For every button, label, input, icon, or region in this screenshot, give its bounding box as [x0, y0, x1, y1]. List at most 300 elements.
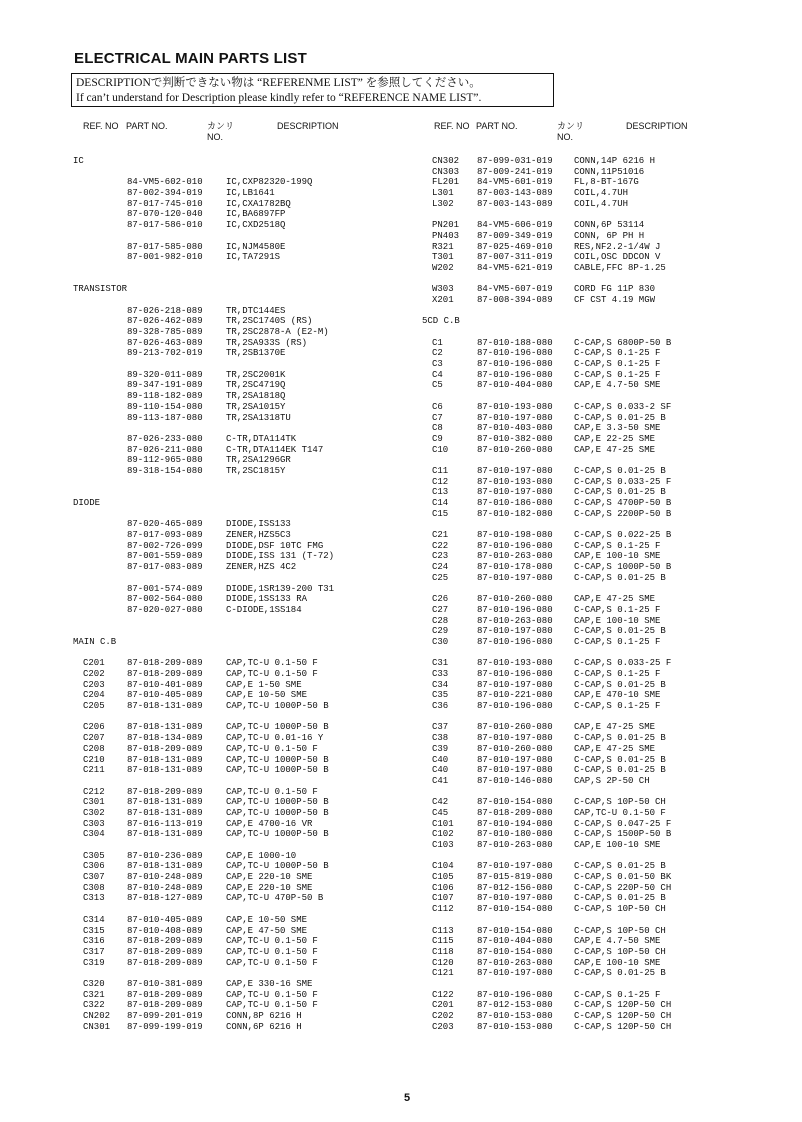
description-cell: C-CAP,S 0.01-25 B — [574, 754, 666, 765]
description-cell: CAP,E 1-50 SME — [226, 679, 302, 690]
description-cell: CONN, 6P PH H — [574, 230, 645, 241]
description-cell: CONN,8P 6216 H — [226, 1011, 302, 1021]
part-number-cell: 87-010-193-080 — [477, 476, 553, 487]
page-title: ELECTRICAL MAIN PARTS LIST — [74, 50, 307, 67]
description-cell: CAP,TC-U 1000P-50 B — [226, 722, 329, 733]
part-number-cell: 87-010-196-080 — [477, 359, 553, 370]
ref-cell: R321 — [432, 241, 454, 252]
part-number-cell: 87-018-209-089 — [127, 936, 203, 947]
part-number-cell: 87-010-154-080 — [477, 946, 553, 957]
description-cell: C-CAP,S 4700P-50 B — [574, 498, 672, 508]
part-number-cell: 89-112-965-080 — [127, 455, 203, 466]
ref-cell: C31 — [432, 658, 449, 669]
description-cell: RES,NF2.2-1/4W J — [574, 241, 661, 252]
ref-cell: C118 — [432, 946, 454, 957]
part-number-cell: 87-003-143-089 — [477, 198, 553, 209]
description-cell: IC,LB1641 — [226, 188, 275, 199]
part-number-cell: 87-010-197-080 — [477, 893, 553, 904]
part-number-cell: 89-320-011-089 — [127, 369, 203, 380]
part-number-cell: 87-010-221-080 — [477, 690, 553, 701]
description-cell: DIODE,1SR139-200 T31 — [226, 583, 335, 594]
section-heading: IC — [73, 156, 84, 166]
page-number: 5 — [404, 1092, 411, 1104]
description-cell: TR,2SC1815Y — [226, 465, 286, 476]
description-cell: CAP,TC-U 1000P-50 B — [226, 861, 329, 872]
ref-cell: C315 — [83, 925, 105, 936]
description-cell: C-CAP,S 0.01-25 B — [574, 412, 666, 423]
part-number-cell: 87-002-394-019 — [127, 188, 203, 199]
ref-cell: C316 — [83, 936, 105, 947]
part-number-cell: 87-018-131-089 — [127, 754, 203, 765]
description-cell: C-CAP,S 120P-50 CH — [574, 1000, 672, 1011]
description-cell: CAP,E 3.3-50 SME — [574, 423, 661, 434]
ref-cell: C38 — [432, 733, 449, 744]
ref-cell: CN202 — [83, 1011, 111, 1021]
part-number-cell: 87-018-209-089 — [127, 957, 203, 968]
part-number-cell: 87-010-196-080 — [477, 701, 553, 712]
ref-cell: C210 — [83, 754, 105, 765]
part-number-cell: 84-VM5-602-010 — [127, 177, 203, 188]
description-cell: CAP,E 1000-10 — [226, 850, 297, 861]
part-number-cell: 89-347-191-089 — [127, 380, 203, 391]
description-cell: FL,8-BT-167G — [574, 177, 639, 188]
description-cell: C-CAP,S 0.01-25 B — [574, 679, 666, 690]
ref-cell: C27 — [432, 604, 449, 615]
description-cell: C-CAP,S 0.01-25 B — [574, 733, 666, 744]
ref-cell: C8 — [432, 423, 443, 434]
description-cell: C-CAP,S 0.01-25 B — [574, 572, 666, 583]
ref-cell: C28 — [432, 615, 449, 626]
part-number-cell: 87-001-982-010 — [127, 252, 203, 263]
description-cell: CAP,TC-U 0.1-50 F — [226, 743, 318, 754]
description-cell: C-CAP,S 10P-50 CH — [574, 946, 666, 957]
ref-cell: C313 — [83, 893, 105, 904]
ref-cell: C115 — [432, 936, 454, 947]
part-number-cell: 87-020-027-080 — [127, 604, 203, 615]
part-number-cell: 87-010-381-089 — [127, 978, 203, 989]
description-cell: C-CAP,S 0.1-25 F — [574, 604, 661, 615]
note-line-english: If can’t understand for Description please kindly refer to “REFERENCE NAME LIST”. — [76, 91, 482, 104]
ref-cell: C112 — [432, 904, 454, 915]
description-cell: C-CAP,S 0.1-25 F — [574, 348, 661, 359]
ref-cell: C321 — [83, 989, 105, 1000]
ref-cell: C29 — [432, 626, 449, 637]
part-number-cell: 87-010-198-080 — [477, 530, 553, 541]
header-ref-no: REF. NO — [434, 121, 470, 131]
ref-cell: PN201 — [432, 220, 460, 231]
part-number-cell: 87-007-311-019 — [477, 252, 553, 263]
header-kanri-no: NO. — [207, 132, 224, 142]
part-number-cell: 87-017-093-089 — [127, 530, 203, 541]
part-number-cell: 87-018-209-089 — [127, 1000, 203, 1011]
part-number-cell: 87-017-745-010 — [127, 198, 203, 209]
part-number-cell: 87-010-248-089 — [127, 882, 203, 893]
part-number-cell: 87-010-197-080 — [477, 861, 553, 872]
description-cell: CAP,TC-U 470P-50 B — [226, 893, 324, 904]
part-number-cell: 87-026-211-080 — [127, 444, 203, 455]
part-number-cell: 87-099-201-019 — [127, 1011, 203, 1021]
part-number-cell: 87-010-263-080 — [477, 840, 553, 850]
section-heading: MAIN C.B — [73, 636, 117, 647]
description-cell: ZENER,HZS 4C2 — [226, 562, 297, 573]
part-number-cell: 87-010-401-089 — [127, 679, 203, 690]
description-cell: CAP,TC-U 0.1-50 F — [226, 946, 318, 957]
description-cell: IC,CXA1782BQ — [226, 198, 291, 209]
part-number-cell: 84-VM5-621-019 — [477, 262, 553, 273]
ref-cell: C13 — [432, 487, 449, 498]
ref-cell: C105 — [432, 872, 454, 883]
ref-cell: C107 — [432, 893, 454, 904]
part-number-cell: 89-318-154-080 — [127, 465, 203, 476]
part-number-cell: 87-099-199-019 — [127, 1021, 203, 1032]
description-cell: C-CAP,S 0.033-2 SF — [574, 401, 672, 412]
description-cell: CAP,TC-U 0.1-50 F — [226, 786, 318, 797]
description-cell: C-CAP,S 0.1-25 F — [574, 369, 661, 380]
part-number-cell: 87-010-196-080 — [477, 669, 553, 679]
ref-cell: C40 — [432, 765, 449, 776]
part-number-cell: 87-018-209-089 — [127, 786, 203, 797]
description-cell: COIL,4.7UH — [574, 198, 629, 209]
ref-cell: C303 — [83, 818, 105, 829]
description-cell: TR,2SA1296GR — [226, 455, 291, 466]
description-cell: C-CAP,S 0.033-25 F — [574, 658, 672, 669]
ref-cell: C212 — [83, 786, 105, 797]
description-cell: C-CAP,S 10P-50 CH — [574, 925, 666, 936]
description-cell: C-CAP,S 0.01-25 B — [574, 465, 666, 476]
part-number-cell: 87-009-349-019 — [477, 230, 553, 241]
ref-cell: C317 — [83, 946, 105, 957]
ref-cell: C7 — [432, 412, 443, 423]
ref-cell: CN301 — [83, 1021, 111, 1032]
description-cell: DIODE,1SS133 RA — [226, 594, 308, 605]
ref-cell: C37 — [432, 722, 449, 733]
ref-cell: C304 — [83, 829, 105, 840]
description-cell: CAP,S 2P-50 CH — [574, 775, 650, 786]
part-number-cell: 87-070-120-040 — [127, 209, 203, 220]
part-number-cell: 87-010-404-080 — [477, 380, 553, 391]
description-cell: CAP,E 47-25 SME — [574, 594, 656, 605]
description-cell: CAP,TC-U 0.1-50 F — [226, 658, 318, 669]
part-number-cell: 87-017-585-080 — [127, 241, 203, 252]
description-cell: CAP,E 100-10 SME — [574, 551, 661, 562]
ref-cell: C1 — [432, 337, 443, 348]
description-cell: C-CAP,S 120P-50 CH — [574, 1021, 672, 1032]
part-number-cell: 87-010-196-080 — [477, 540, 553, 551]
description-cell: C-CAP,S 10P-50 CH — [574, 797, 666, 808]
part-number-cell: 87-010-193-080 — [477, 658, 553, 669]
description-cell: TR,2SA1015Y — [226, 401, 286, 412]
part-number-cell: 87-001-559-089 — [127, 551, 203, 562]
ref-cell: X201 — [432, 294, 454, 305]
part-number-cell: 89-113-187-080 — [127, 412, 203, 423]
description-cell: CAP,TC-U 1000P-50 B — [226, 807, 329, 818]
part-number-cell: 89-328-785-089 — [127, 327, 203, 337]
description-cell: CAP,TC-U 0.1-50 F — [226, 957, 318, 968]
part-number-cell: 87-010-180-080 — [477, 829, 553, 840]
ref-cell: C11 — [432, 465, 449, 476]
part-number-cell: 87-010-197-080 — [477, 572, 553, 583]
part-number-cell: 87-018-131-089 — [127, 807, 203, 818]
part-number-cell: 87-010-146-080 — [477, 775, 553, 786]
ref-cell: C204 — [83, 690, 105, 701]
reference-note-box — [71, 73, 554, 107]
description-cell: CAP,TC-U 1000P-50 B — [226, 754, 329, 765]
ref-cell: C211 — [83, 765, 105, 776]
ref-cell: T301 — [432, 252, 454, 263]
description-cell: C-CAP,S 2200P-50 B — [574, 508, 672, 519]
part-number-cell: 87-010-193-080 — [477, 401, 553, 412]
description-cell: CAP,TC-U 0.1-50 F — [226, 1000, 318, 1011]
ref-cell: C26 — [432, 594, 449, 605]
part-number-cell: 87-025-469-010 — [477, 241, 553, 252]
ref-cell: C203 — [432, 1021, 454, 1032]
part-number-cell: 87-010-196-080 — [477, 369, 553, 380]
ref-cell: C12 — [432, 476, 449, 487]
part-number-cell: 87-018-131-089 — [127, 701, 203, 712]
description-cell: TR,2SA933S (RS) — [226, 337, 308, 348]
description-cell: TR,DTC144ES — [226, 305, 286, 316]
description-cell: CAP,E 47-25 SME — [574, 444, 656, 455]
ref-cell: C102 — [432, 829, 454, 840]
ref-cell: C45 — [432, 807, 449, 818]
part-number-cell: 87-018-131-089 — [127, 829, 203, 840]
part-number-cell: 87-012-153-080 — [477, 1000, 553, 1011]
part-number-cell: 87-010-186-080 — [477, 498, 553, 508]
part-number-cell: 84-VM5-601-019 — [477, 177, 553, 188]
description-cell: C-TR,DTA114EK T147 — [226, 444, 324, 455]
part-number-cell: 87-018-131-089 — [127, 722, 203, 733]
part-number-cell: 87-010-196-080 — [477, 989, 553, 1000]
description-cell: CAP,E 330-16 SME — [226, 978, 313, 989]
part-number-cell: 87-010-260-080 — [477, 444, 553, 455]
part-number-cell: 87-018-131-089 — [127, 861, 203, 872]
header-kanri: カンリ — [557, 121, 585, 131]
section-heading: TRANSISTOR — [73, 284, 128, 295]
ref-cell: C42 — [432, 797, 449, 808]
description-cell: C-CAP,S 6800P-50 B — [574, 337, 672, 348]
ref-cell: C202 — [432, 1011, 454, 1021]
part-number-cell: 87-018-131-089 — [127, 797, 203, 808]
description-cell: C-CAP,S 0.033-25 F — [574, 476, 672, 487]
description-cell: CAP,TC-U 1000P-50 B — [226, 701, 329, 712]
section-heading: 5CD C.B — [422, 316, 460, 327]
description-cell: CAP,E 47-25 SME — [574, 722, 656, 733]
description-cell: CAP,TC-U 0.1-50 F — [574, 807, 666, 818]
description-cell: C-CAP,S 220P-50 CH — [574, 882, 672, 893]
description-cell: C-CAP,S 0.01-50 BK — [574, 872, 672, 883]
part-number-cell: 87-018-209-089 — [127, 743, 203, 754]
ref-cell: C301 — [83, 797, 105, 808]
description-cell: TR,2SC2001K — [226, 369, 286, 380]
ref-cell: C307 — [83, 872, 105, 883]
part-number-cell: 87-020-465-089 — [127, 519, 203, 530]
description-cell: C-CAP,S 0.1-25 F — [574, 359, 661, 370]
part-number-cell: 87-012-156-080 — [477, 882, 553, 893]
part-number-cell: 87-018-127-089 — [127, 893, 203, 904]
description-cell: C-CAP,S 0.1-25 F — [574, 636, 661, 647]
description-cell: CAP,TC-U 0.1-50 F — [226, 936, 318, 947]
description-cell: C-CAP,S 0.01-25 B — [574, 765, 666, 776]
part-number-cell: 87-010-196-080 — [477, 604, 553, 615]
description-cell: CORD FG 11P 830 — [574, 284, 656, 295]
part-number-cell: 87-010-154-080 — [477, 925, 553, 936]
description-cell: CONN,11P51016 — [574, 166, 645, 177]
part-number-cell: 87-009-241-019 — [477, 166, 553, 177]
header-ref-no: REF. NO — [83, 121, 119, 131]
ref-cell: C205 — [83, 701, 105, 712]
part-number-cell: 87-018-209-089 — [127, 946, 203, 957]
ref-cell: C33 — [432, 669, 449, 679]
header-kanri: カンリ — [207, 121, 235, 131]
description-cell: C-CAP,S 120P-50 CH — [574, 1011, 672, 1021]
description-cell: CAP,E 4700-16 VR — [226, 818, 313, 829]
part-number-cell: 87-010-248-089 — [127, 872, 203, 883]
part-number-cell: 87-026-218-089 — [127, 305, 203, 316]
ref-cell: C23 — [432, 551, 449, 562]
description-cell: DIODE,DSF 10TC FMG — [226, 540, 324, 551]
part-number-cell: 87-002-564-080 — [127, 594, 203, 605]
ref-cell: C15 — [432, 508, 449, 519]
part-number-cell: 87-010-382-080 — [477, 433, 553, 444]
part-number-cell: 87-010-182-080 — [477, 508, 553, 519]
ref-cell: C122 — [432, 989, 454, 1000]
description-cell: CAP,E 100-10 SME — [574, 840, 661, 850]
description-cell: CAP,TC-U 1000P-50 B — [226, 829, 329, 840]
description-cell: CAP,E 10-50 SME — [226, 914, 308, 925]
part-number-cell: 87-026-463-089 — [127, 337, 203, 348]
ref-cell: C30 — [432, 636, 449, 647]
ref-cell: C21 — [432, 530, 449, 541]
description-cell: C-CAP,S 1000P-50 B — [574, 562, 672, 573]
description-cell: C-CAP,S 0.01-25 B — [574, 893, 666, 904]
description-cell: C-CAP,S 0.1-25 F — [574, 989, 661, 1000]
description-cell: C-TR,DTA114TK — [226, 433, 297, 444]
part-number-cell: 87-018-209-089 — [127, 989, 203, 1000]
description-cell: CAP,E 4.7-50 SME — [574, 936, 661, 947]
ref-cell: C14 — [432, 498, 449, 508]
ref-cell: C3 — [432, 359, 443, 370]
ref-cell: C322 — [83, 1000, 105, 1011]
part-number-cell: 87-010-404-080 — [477, 936, 553, 947]
ref-cell: C120 — [432, 957, 454, 968]
description-cell: CABLE,FFC 8P-1.25 — [574, 262, 666, 273]
part-number-cell: 87-002-726-099 — [127, 540, 203, 551]
part-number-cell: 87-010-197-080 — [477, 754, 553, 765]
description-cell: CONN,6P 53114 — [574, 220, 645, 231]
description-cell: CAP,TC-U 1000P-50 B — [226, 765, 329, 776]
description-cell: C-CAP,S 0.01-25 B — [574, 626, 666, 637]
part-number-cell: 87-010-260-080 — [477, 743, 553, 754]
ref-cell: C6 — [432, 401, 443, 412]
description-cell: CAP,E 22-25 SME — [574, 433, 656, 444]
description-cell: CAP,E 470-10 SME — [574, 690, 661, 701]
description-cell: IC,CXP82320-199Q — [226, 177, 313, 188]
description-cell: IC,NJM4580E — [226, 241, 286, 252]
part-number-cell: 87-010-408-089 — [127, 925, 203, 936]
part-number-cell: 87-010-197-080 — [477, 679, 553, 690]
description-cell: CONN,14P 6216 H — [574, 156, 656, 166]
part-number-cell: 87-018-131-089 — [127, 765, 203, 776]
ref-cell: C34 — [432, 679, 449, 690]
ref-cell: C35 — [432, 690, 449, 701]
description-cell: CAP,E 4.7-50 SME — [574, 380, 661, 391]
description-cell: C-CAP,S 0.022-25 B — [574, 530, 672, 541]
description-cell: CAP,TC-U 0.01-16 Y — [226, 733, 324, 744]
description-cell: TR,2SC2878-A (E2-M) — [226, 327, 329, 337]
description-cell: CAP,E 100-10 SME — [574, 615, 661, 626]
part-number-cell: 87-026-462-089 — [127, 316, 203, 327]
description-cell: COIL,OSC DDCON V — [574, 252, 661, 263]
description-cell: DIODE,ISS133 — [226, 519, 291, 530]
description-cell: DIODE,ISS 131 (T-72) — [226, 551, 335, 562]
part-number-cell: 89-213-702-019 — [127, 348, 203, 359]
part-number-cell: 87-010-197-080 — [477, 626, 553, 637]
note-line-japanese: DESCRIPTIONで判断できない物は “REFERENME LIST” を参照してください。 — [76, 77, 481, 89]
description-cell: CAP,E 47-50 SME — [226, 925, 308, 936]
description-cell: IC,BA6897FP — [226, 209, 286, 220]
description-cell: CAP,E 220-10 SME — [226, 872, 313, 883]
part-number-cell: 87-001-574-089 — [127, 583, 203, 594]
ref-cell: L302 — [432, 198, 454, 209]
ref-cell: C203 — [83, 679, 105, 690]
part-number-cell: 87-018-209-089 — [127, 669, 203, 679]
ref-cell: L301 — [432, 188, 454, 199]
part-number-cell: 87-010-197-080 — [477, 968, 553, 979]
ref-cell: C9 — [432, 433, 443, 444]
ref-cell: FL201 — [432, 177, 460, 188]
ref-cell: PN403 — [432, 230, 460, 241]
description-cell: CAP,E 47-25 SME — [574, 743, 656, 754]
part-number-cell: 87-010-197-080 — [477, 465, 553, 476]
part-number-cell: 87-018-134-089 — [127, 733, 203, 744]
part-number-cell: 87-010-263-080 — [477, 615, 553, 626]
part-number-cell: 87-010-263-080 — [477, 957, 553, 968]
description-cell: TR,2SA1818Q — [226, 391, 286, 402]
description-cell: C-CAP,S 0.1-25 F — [574, 701, 661, 712]
description-cell: TR,2SA1318TU — [226, 412, 291, 423]
ref-cell: C104 — [432, 861, 454, 872]
ref-cell: C202 — [83, 669, 105, 679]
ref-cell: C4 — [432, 369, 443, 380]
description-cell: CAP,E 100-10 SME — [574, 957, 661, 968]
ref-cell: C201 — [83, 658, 105, 669]
description-cell: CAP,E 220-10 SME — [226, 882, 313, 893]
ref-cell: C24 — [432, 562, 449, 573]
part-number-cell: 87-010-196-080 — [477, 636, 553, 647]
description-cell: TR,2SC1740S (RS) — [226, 316, 313, 327]
part-number-cell: 87-018-209-089 — [127, 658, 203, 669]
ref-cell: C308 — [83, 882, 105, 893]
description-cell: C-CAP,S 10P-50 CH — [574, 904, 666, 915]
part-number-cell: 87-010-260-080 — [477, 594, 553, 605]
ref-cell: C314 — [83, 914, 105, 925]
section-heading: DIODE — [73, 498, 101, 508]
ref-cell: C101 — [432, 818, 454, 829]
description-cell: C-CAP,S 0.01-25 B — [574, 968, 666, 979]
description-cell: IC,TA7291S — [226, 252, 281, 263]
description-cell: CAP,TC-U 0.1-50 F — [226, 669, 318, 679]
header-kanri-no: NO. — [557, 132, 574, 142]
ref-cell: C41 — [432, 775, 449, 786]
part-number-cell: 87-010-178-080 — [477, 562, 553, 573]
ref-cell: C113 — [432, 925, 454, 936]
part-number-cell: 87-010-197-080 — [477, 487, 553, 498]
description-cell: C-CAP,S 0.1-25 F — [574, 669, 661, 679]
ref-cell: C207 — [83, 733, 105, 744]
header-part-no: PART NO. — [476, 121, 518, 131]
description-cell: C-CAP,S 0.01-25 B — [574, 487, 666, 498]
part-number-cell: 87-010-153-080 — [477, 1021, 553, 1032]
